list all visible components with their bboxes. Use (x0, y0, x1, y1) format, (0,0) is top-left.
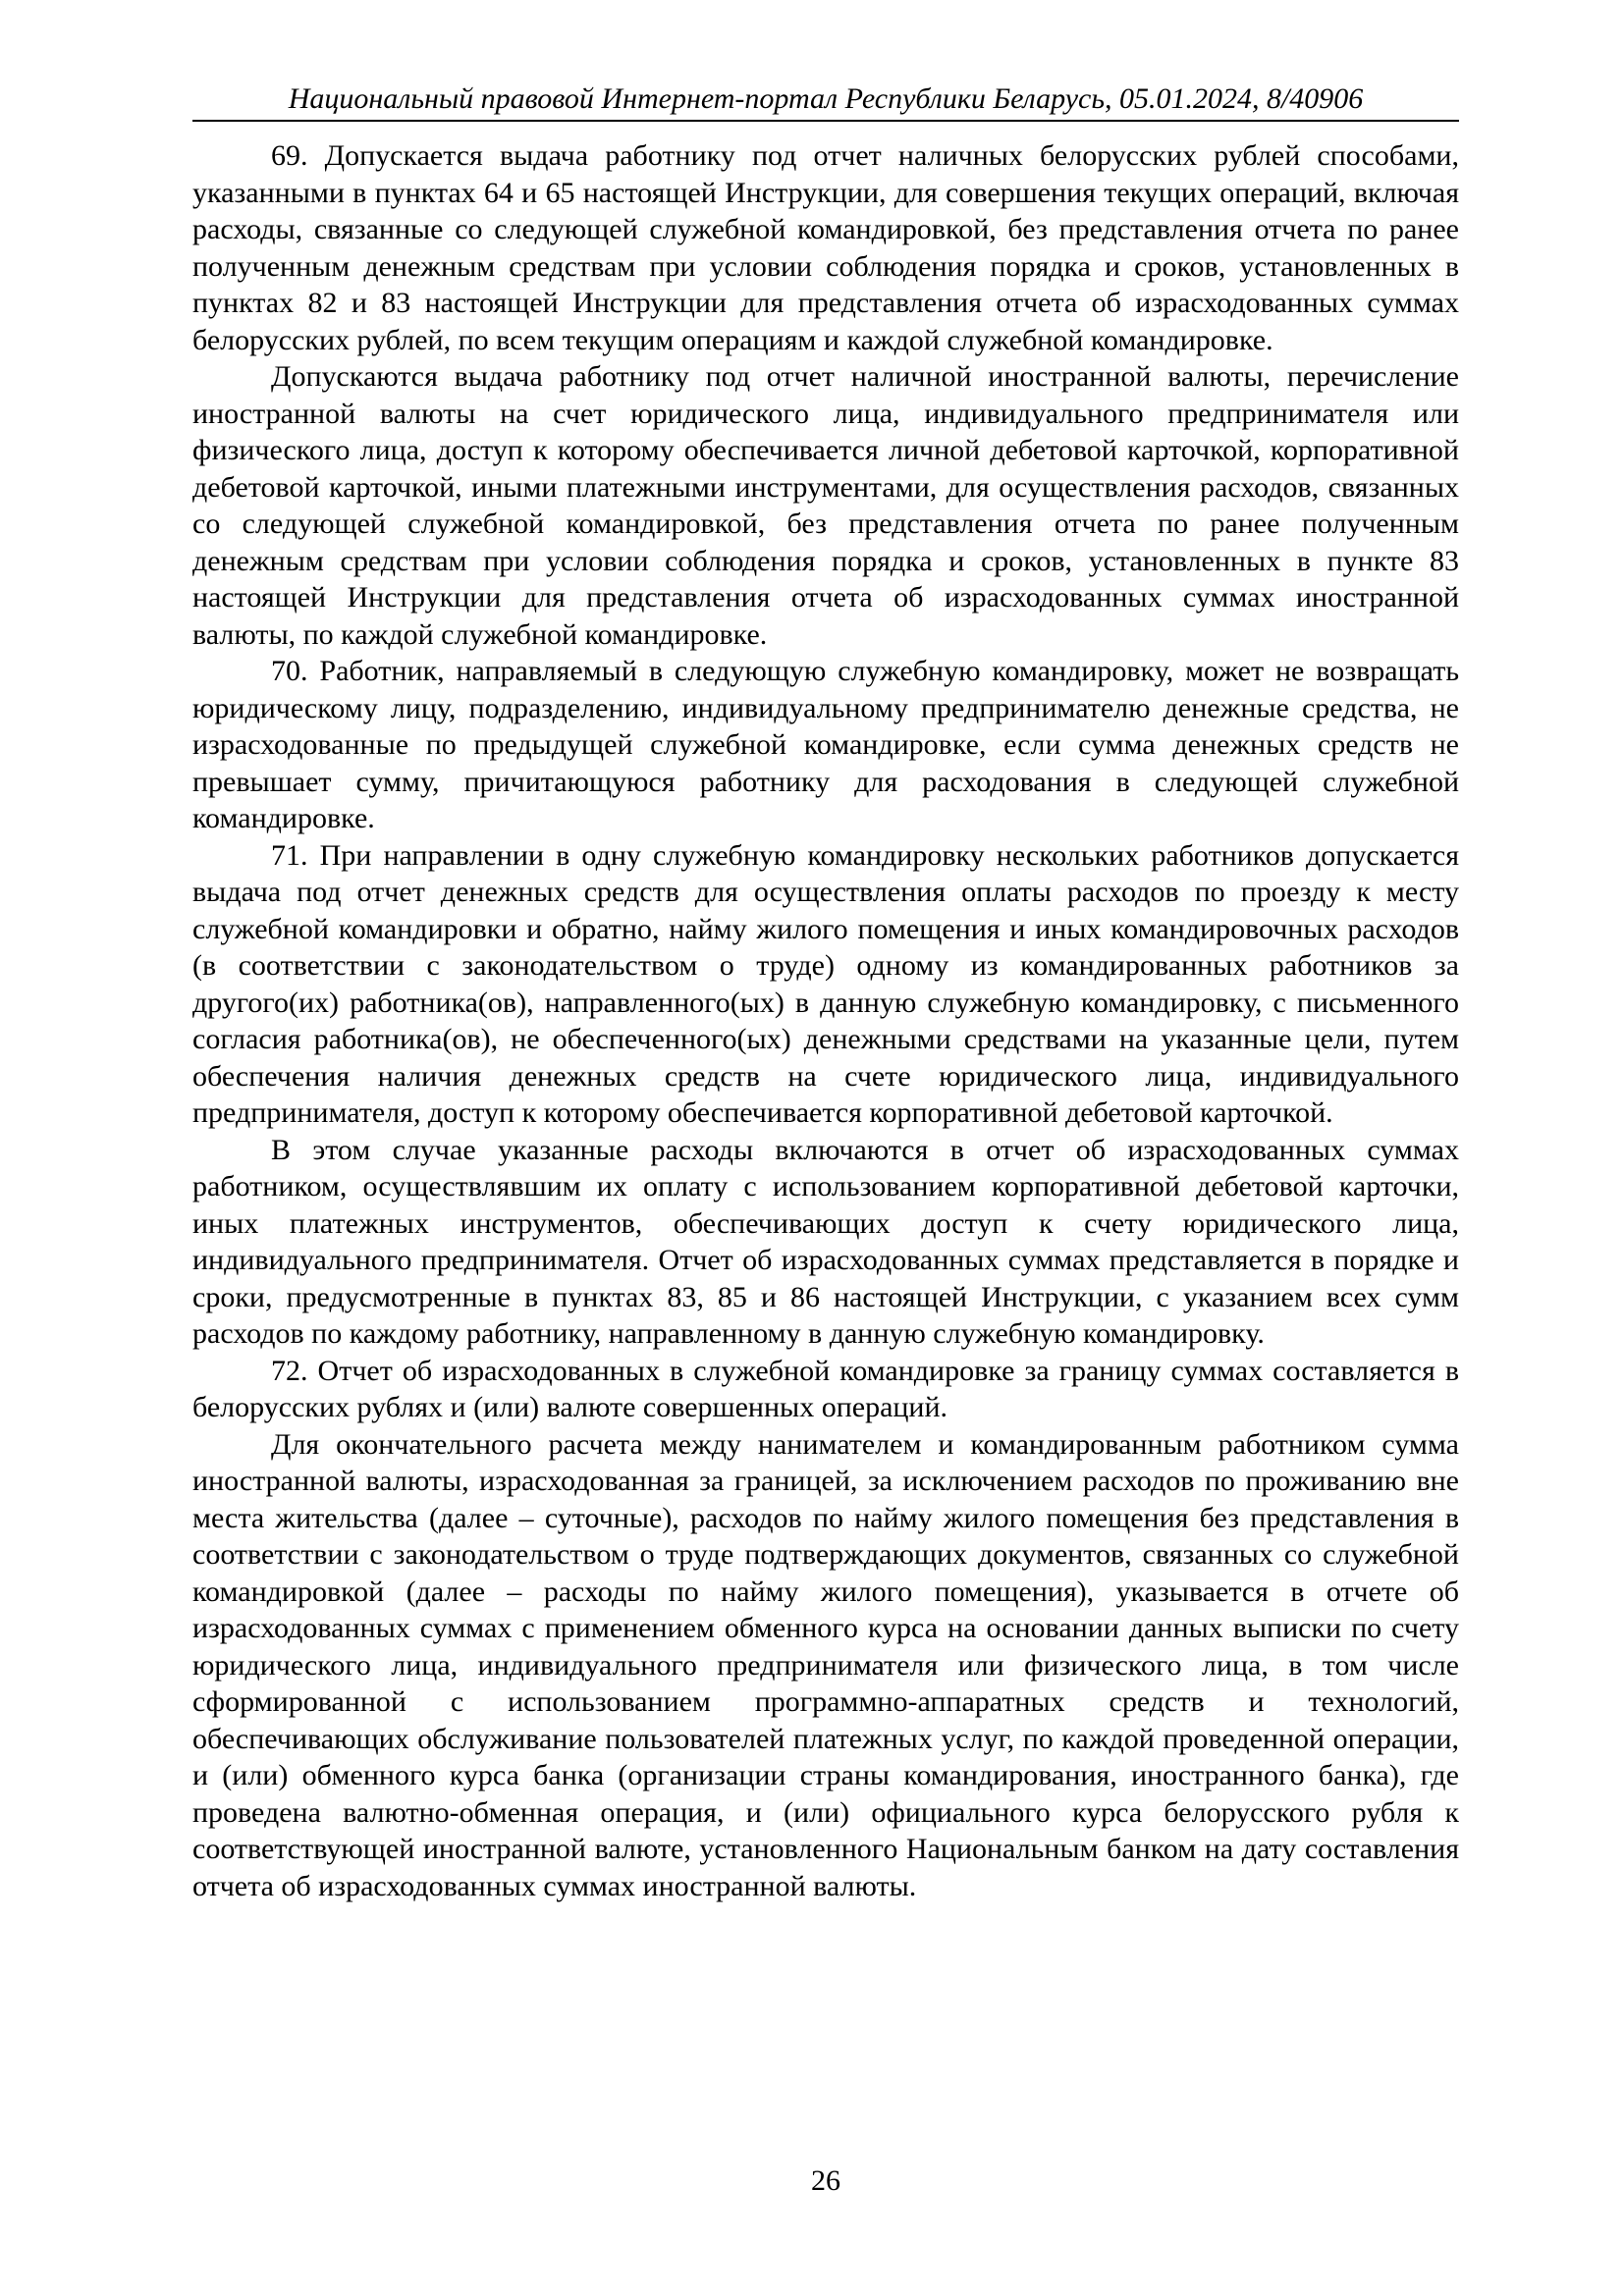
paragraph-70: 70. Работник, направляемый в следующую служебную командировку, может не возвращать юридическому лицу, подразделению, индивидуальному предпринимателю денежные средства, не израсходованные по предыдущей служебной командировке, если сумма денежных средств не превышает сумму, причитающуюся работнику для расходования в следующей служебной командировке. (192, 655, 1459, 834)
paragraph-71-part-2: В этом случае указанные расходы включаются в отчет об израсходованных суммах работником, осуществлявшим их оплату с использованием корпоративной дебетовой карточки, иных платежных инструментов, обеспечивающих доступ к счету юридического лица, индивидуального предпринимателя. Отчет об израсходованных суммах представляется в порядке и сроки, предусмотренные в пунктах 83, 85 и 86 настоящей Инструкции, с указанием всех сумм расходов по каждому работнику, направленному в данную служебную командировку. (192, 1133, 1459, 1350)
page-number: 26 (811, 2164, 840, 2197)
page-header: Национальный правовой Интернет-портал Республики Беларусь, 05.01.2024, 8/40906 (288, 82, 1364, 115)
paragraph-72: 72. Отчет об израсходованных в служебной командировке за границу суммах составляется в белорусских рублях и (или) валюте совершенных операций. (192, 1354, 1459, 1423)
document-body (192, 137, 1459, 1904)
paragraph-69-part-2: Допускаются выдача работнику под отчет наличной иностранной валюты, перечисление иностранной валюты на счет юридического лица, индивидуального предпринимателя или физического лица, доступ к которому обеспечивается личной дебетовой карточкой, корпоративной дебетовой карточкой, иными платежными инструментами, для осуществления расходов, связанных со следующей служебной командировкой, без представления отчета по ранее полученным денежным средствам при условии соблюдения порядка и сроков, установленных в пункте 83 настоящей Инструкции для представления отчета об израсходованных суммах иностранной валюты, по каждой служебной командировке. (192, 360, 1459, 651)
paragraph-69: 69. Допускается выдача работнику под отчет наличных белорусских рублей способами, указанными в пунктах 64 и 65 настоящей Инструкции, для совершения текущих операций, включая расходы, связанные со следующей служебной командировкой, без представления отчета по ранее полученным денежным средствам при условии соблюдения порядка и сроков, установленных в пунктах 82 и 83 настоящей Инструкции для представления отчета об израсходованных суммах белорусских рублей, по всем текущим операциям и каждой служебной командировке. (192, 139, 1459, 356)
header-divider (192, 120, 1459, 122)
paragraph-71: 71. При направлении в одну служебную командировку нескольких работников допускается выдача под отчет денежных средств для осуществления оплаты расходов по проезду к месту служебной командировки и обратно, найму жилого помещения и иных командировочных расходов (в соответствии с законодательством о труде) одному из командированных работников за другого(их) работника(ов), направленного(ых) в данную служебную командировку, с письменного согласия работника(ов), не обеспеченного(ых) денежными средствами на указанные цели, путем обеспечения наличия денежных средств на счете юридического лица, индивидуального предпринимателя, доступ к которому обеспечивается корпоративной дебетовой карточкой. (192, 838, 1459, 1129)
paragraph-72-part-2: Для окончательного расчета между нанимателем и командированным работником сумма иностранной валюты, израсходованная за границей, за исключением расходов по проживанию вне места жительства (далее – суточные), расходов по найму жилого помещения без представления в соответствии с законодательством о труде подтверждающих документов, связанных со служебной командировкой (далее – расходы по найму жилого помещения), указывается в отчете об израсходованных суммах с применением обменного курса на основании данных выписки по счету юридического лица, индивидуального предпринимателя или физического лица, в том числе сформированной с использованием программно-аппаратных средств и технологий, обеспечивающих обслуживание пользователей платежных услуг, по каждой проведенной операции, и (или) обменного курса банка (организации страны командирования, иностранного банка), где проведена валютно-обменная операция, и (или) официального курса белорусского рубля к соответствующей иностранной валюте, установленного Национальным банком на дату составления отчета об израсходованных суммах иностранной валюты. (192, 1427, 1459, 1902)
